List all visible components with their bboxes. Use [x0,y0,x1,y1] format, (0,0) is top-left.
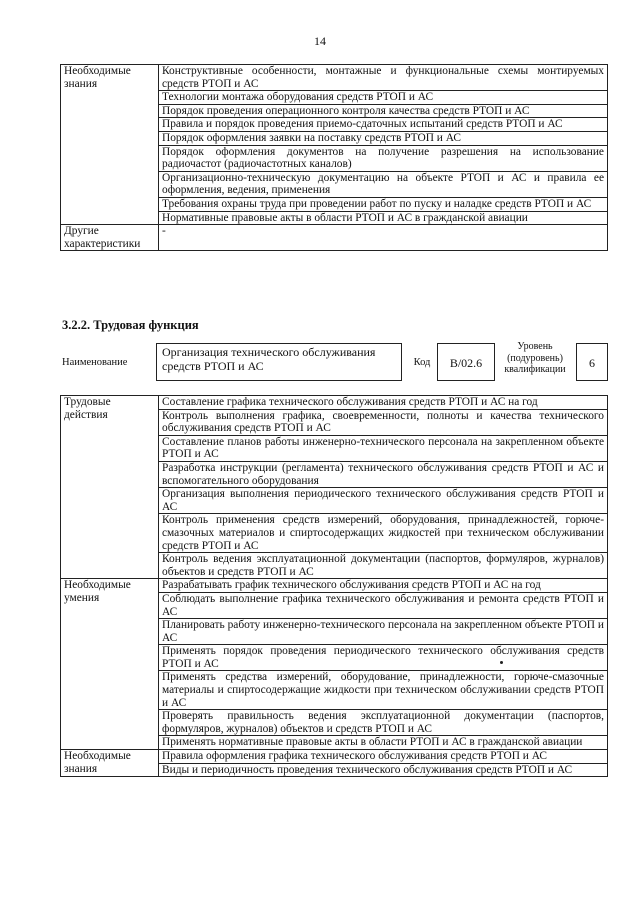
row-category-label: Трудовые действия [61,396,159,579]
row-item: Виды и периодичность проведения технического обслуживания средств РТОП и АС [159,763,608,777]
table-row [61,65,608,91]
row-item: Контроль применения средств измерений, оборудования, принадлежностей, горюче-смазочных материалов и спиртосодержащих жидкостей при техническом обслуживании средств РТОП и АС [159,514,608,553]
row-item: Конструктивные особенности, монтажные и функциональные схемы монтируемых средств РТОП и АС [159,65,608,91]
row-item: Соблюдать выполнение графика технического обслуживания и ремонта средств РТОП и АС [159,592,608,618]
level-label: Уровень (подуровень) квалификации [504,341,566,375]
function-code-box [437,343,495,381]
function-name-box [156,343,402,381]
row-item: Планировать работу инженерно-технического персонала на закрепленном объекте РТОП и АС [159,619,608,645]
level-value: 6 [589,356,595,370]
function-code: B/02.6 [449,356,483,370]
table-row [61,225,608,251]
row-item: Правила оформления графика технического обслуживания средств РТОП и АС [159,750,608,764]
row-item: Разрабатывать график технического обслуживания средств РТОП и АС на год [159,579,608,593]
name-label: Наименование [62,357,128,368]
stray-dot [500,661,503,664]
section-heading: 3.2.2. Трудовая функция [62,318,199,332]
level-value-box [576,343,608,381]
row-item: Организационно-техническую документацию на объекте РТОП и АС и правила ее оформления, ведения, применения [159,171,608,197]
row-item: - [159,225,608,251]
row-item: Порядок оформления документов на получение разрешения на использование радиочастот (радиочастотных каналов) [159,145,608,171]
row-item: Применять порядок проведения периодического технического обслуживания средств РТОП и АС [159,645,608,671]
row-item: Контроль ведения эксплуатационной документации (паспортов, формуляров, журналов) объектов и средств РТОП и АС [159,553,608,579]
row-category-label: Необходимые умения [61,579,159,750]
row-category-label: Необходимые знания [61,750,159,777]
table-row [61,396,608,410]
page-number: 14 [314,34,326,48]
row-item: Применять нормативные правовые акты в области РТОП и АС в гражданской авиации [159,736,608,750]
row-category-label: Необходимые знания [61,65,159,225]
labor-function-table [60,395,608,777]
row-item: Требования охраны труда при проведении работ по пуску и наладке средств РТОП и АС [159,197,608,211]
table-row [61,579,608,593]
row-item: Порядок проведения операционного контроля качества средств РТОП и АС [159,104,608,118]
knowledge-table [60,64,608,251]
row-item: Составление планов работы инженерно-технического персонала на закрепленном объекте РТОП и АС [159,435,608,461]
row-item: Нормативные правовые акты в области РТОП и АС в гражданской авиации [159,211,608,225]
row-item: Правила и порядок проведения приемо-сдаточных испытаний средств РТОП и АС [159,118,608,132]
function-name: Организация технического обслуживания средств РТОП и АС [162,345,376,373]
code-label: Код [413,357,431,368]
table-row [61,750,608,764]
row-item: Технологии монтажа оборудования средств РТОП и АС [159,91,608,105]
row-category-label: Другие характеристики [61,225,159,251]
row-item: Организация выполнения периодического технического обслуживания средств РТОП и АС [159,488,608,514]
row-item: Проверять правильность ведения эксплуатационной документации (паспортов, формуляров, журналов) объектов и средств РТОП и АС [159,710,608,736]
row-item: Контроль выполнения графика, своевременности, полноты и качества технического обслуживания средств РТОП и АС [159,409,608,435]
row-item: Разработка инструкции (регламента) технического обслуживания средств РТОП и АС и вспомогательного оборудования [159,461,608,487]
row-item: Составление графика технического обслуживания средств РТОП и АС на год [159,396,608,410]
row-item: Применять средства измерений, оборудование, принадлежности, горюче-смазочные материалы и спиртосодержащие жидкости при техническом обслуживании средств РТОП и АС [159,671,608,710]
row-item: Порядок оформления заявки на поставку средств РТОП и АС [159,131,608,145]
